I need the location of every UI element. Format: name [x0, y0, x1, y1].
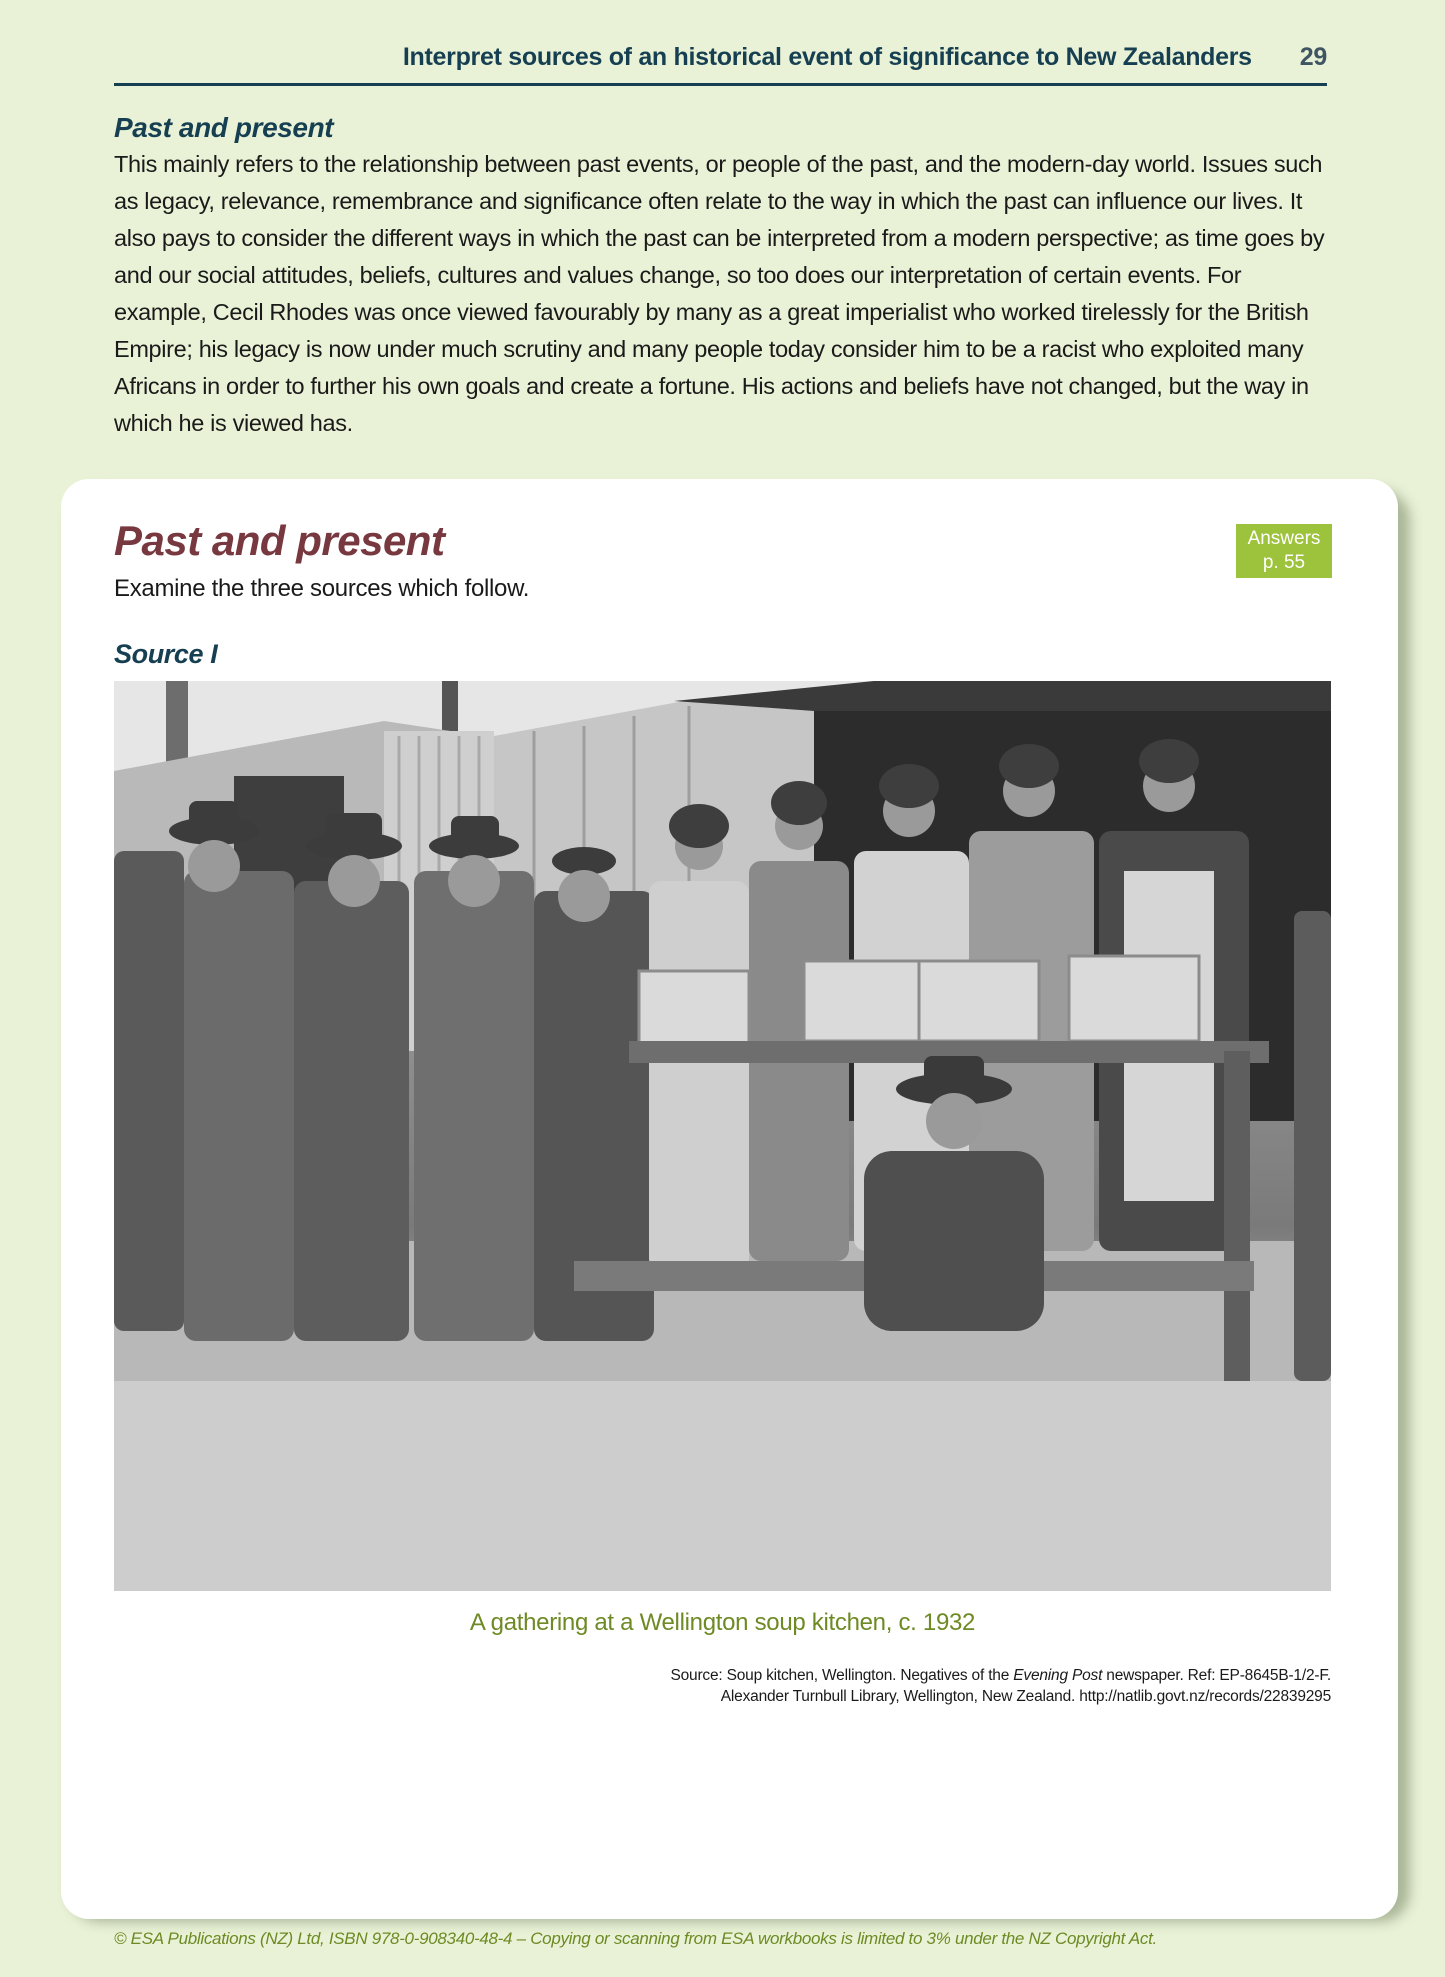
- answers-badge-page: p. 55: [1262, 552, 1306, 573]
- running-header: [114, 30, 1327, 84]
- copyright-footer: © ESA Publications (NZ) Ltd, ISBN 978-0-908340-48-4 – Copying or scanning from ESA workbooks is limited to 3% under the NZ Copyright Act.: [114, 1929, 1157, 1948]
- citation-prefix: Source: Soup kitchen, Wellington. Negatives of the: [670, 1667, 1014, 1684]
- intro-body: This mainly refers to the relationship between past events, or people of the past, and the modern-day world. Issues such as legacy, relevance, remembrance and significance often relate to the way in which the past can influence our lives. It also pays to consider the different ways in which the past can be interpreted from a modern perspective; as time goes by and our social attitudes, beliefs, cultures and values change, so too does our interpretation of certain events. For example, Cecil Rhodes was once viewed favourably by many as a great imperialist who worked tirelessly for the British Empire; his legacy is now under much scrutiny and many people today consider him to be a racist who exploited many Africans in order to further his own goals and create a fortune. His actions and beliefs have not changed, but the way in which he is viewed has.: [114, 151, 1325, 436]
- activity-title: Past and present: [114, 517, 445, 564]
- citation-suffix: newspaper. Ref: EP-8645B-1/2-F.: [1102, 1667, 1331, 1684]
- photo-illustration: [114, 681, 1331, 1591]
- photo-caption: A gathering at a Wellington soup kitchen, c. 1932: [469, 1609, 976, 1636]
- intro-section: [114, 112, 1334, 442]
- source-heading: Source I: [114, 639, 218, 669]
- activity-card: [61, 479, 1398, 1919]
- citation-line-1: [114, 1665, 1331, 1686]
- activity-instruction: Examine the three sources which follow.: [114, 575, 530, 602]
- source-photo: [114, 681, 1331, 1591]
- answers-badge[interactable]: [1236, 524, 1332, 578]
- source-citation: [114, 1665, 1331, 1707]
- intro-heading: Past and present: [114, 112, 334, 143]
- running-title: Interpret sources of an historical event of significance to New Zealanders: [402, 42, 1252, 71]
- citation-line-2: Alexander Turnbull Library, Wellington, New Zealand. http://natlib.govt.nz/records/22839295: [720, 1688, 1331, 1705]
- answers-badge-label: Answers: [1247, 528, 1321, 549]
- page-number: 29: [1299, 42, 1327, 71]
- citation-publication: Evening Post: [1013, 1667, 1103, 1684]
- header-rule: [114, 83, 1327, 86]
